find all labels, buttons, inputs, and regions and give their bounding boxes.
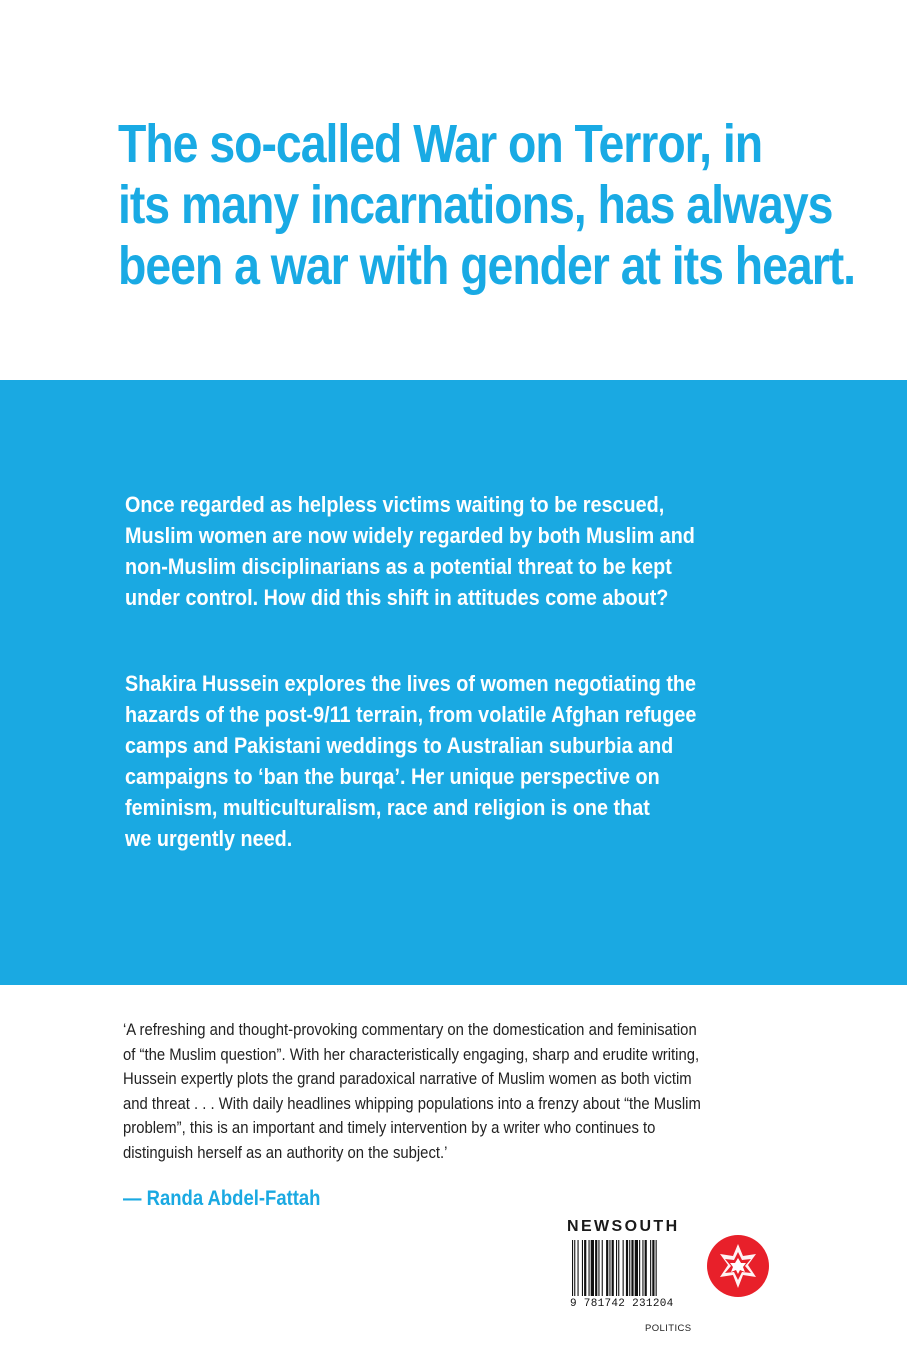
isbn-number: 9 781742 231204: [570, 1298, 674, 1310]
newsouth-star-logo-icon: [706, 1234, 770, 1298]
blurb-line: under control. How did this shift in attitudes come about?: [125, 585, 669, 610]
quote-attribution: — Randa Abdel-Fattah: [123, 1187, 321, 1210]
quote-line: ‘A refreshing and thought-provoking commentary on the domestication and feminisation: [123, 1021, 697, 1039]
category-label: POLITICS: [645, 1323, 692, 1334]
blurb-line: camps and Pakistani weddings to Australian suburbia and: [125, 733, 674, 758]
blurb-line: Once regarded as helpless victims waiting to be rescued,: [125, 492, 665, 517]
blurb-line: Shakira Hussein explores the lives of women negotiating the: [125, 671, 697, 696]
quote-line: and threat . . . With daily headlines whipping populations into a frenzy about “the Muslim: [123, 1094, 701, 1113]
quote-line: of “the Muslim question”. With her characteristically engaging, sharp and erudite writing,: [123, 1045, 700, 1064]
blurb-line: hazards of the post-9/11 terrain, from volatile Afghan refugee: [125, 702, 697, 727]
blurb-line: feminism, multiculturalism, race and religion is one that: [125, 795, 650, 820]
publisher-name: NEWSOUTH: [567, 1218, 680, 1235]
blurb-line: non-Muslim disciplinarians as a potential threat to be kept: [125, 554, 672, 579]
quote-line: distinguish herself as an authority on the subject.’: [123, 1143, 448, 1162]
headline-line-1: The so-called War on Terror, in: [118, 114, 763, 174]
headline-line-2: its many incarnations, has always: [118, 175, 833, 235]
quote-line: problem”, this is an important and timely intervention by a writer who continues to: [123, 1119, 656, 1137]
blurb-line: we urgently need.: [125, 826, 293, 851]
review-quote: [123, 1018, 807, 1165]
headline: [118, 114, 856, 297]
headline-line-3: been a war with gender at its heart.: [118, 236, 856, 296]
blurb-line: campaigns to ‘ban the burqa’. Her unique perspective on: [125, 764, 660, 789]
quote-line: Hussein expertly plots the grand paradoxical narrative of Muslim women as both victim: [123, 1070, 692, 1088]
blurb-line: Muslim women are now widely regarded by both Muslim and: [125, 523, 695, 548]
blurb-paragraph-2: [125, 668, 809, 854]
blurb-paragraph-1: [125, 489, 809, 613]
